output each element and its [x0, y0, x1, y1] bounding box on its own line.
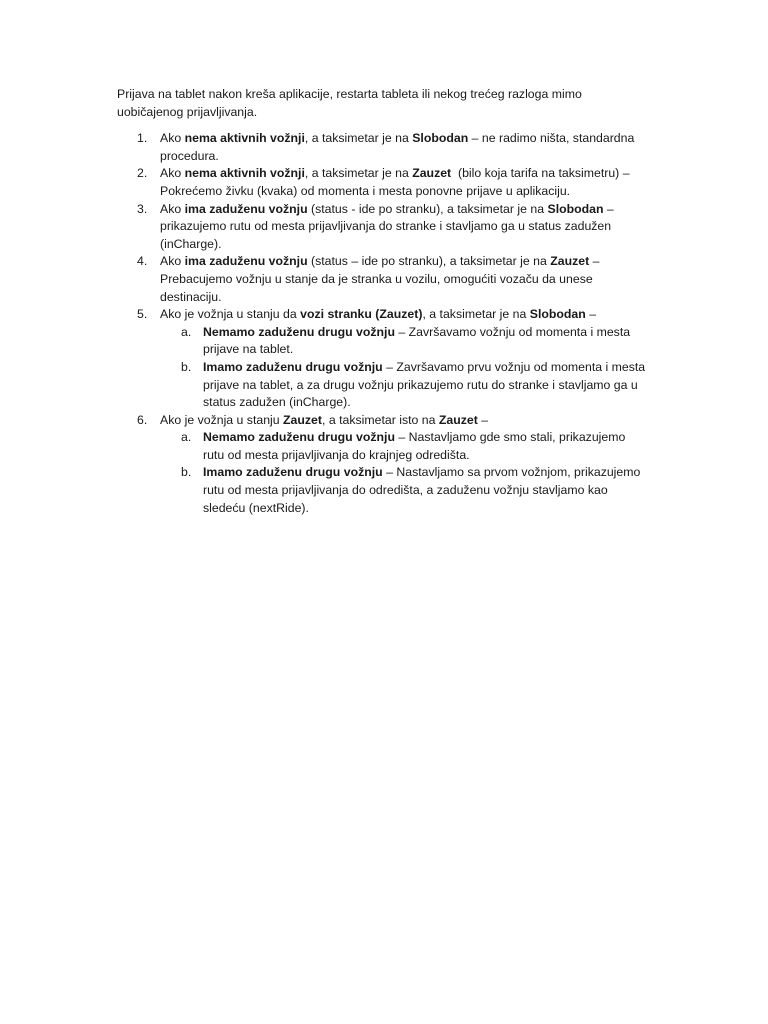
sub-list-item [160, 429, 649, 464]
list-number: 5. [137, 307, 148, 322]
list-item [117, 201, 649, 254]
item-text: Ako ima zaduženu vožnju (status – ide po stranku), a taksimetar je na Zauzet – Prebacujemo vožnju u stanje da je stranka u vozilu, omogućiti vozaču da unese destinaciju. [160, 254, 600, 304]
bold-term: Slobodan [547, 201, 604, 216]
bold-term: Slobodan [529, 307, 586, 322]
sub-item-text: – Završavamo vožnju od momenta i mesta prijave na tablet. [203, 324, 631, 357]
sub-list-item [160, 464, 649, 517]
sub-list-item [160, 324, 649, 359]
bold-term: Imamo zaduženu drugu vožnju [203, 359, 383, 374]
sub-item-text: – Završavamo prvu vožnju od momenta i mesta prijave na tablet, a za drugu vožnju prikazujemo rutu do stranke i stavljamo ga u status zadužen (inCharge). [203, 359, 646, 410]
list-number: 2. [137, 166, 148, 181]
list-number: 3. [137, 201, 148, 216]
bold-term: ima zaduženu vožnju [184, 201, 308, 216]
item-text: Ako nema aktivnih vožnji, a taksimetar je na Zauzet (bilo koja tarifa na taksimetru) – Pokrećemo živku (kvaka) od momenta i mesta ponovne prijave u aplikaciju. [160, 166, 633, 198]
list-number: 4. [137, 254, 148, 269]
sub-list-letter: b. [181, 465, 192, 480]
item-text: Ako nema aktivnih vožnji, a taksimetar je na Slobodan – ne radimo ništa, standardna procedura. [160, 131, 635, 163]
sub-item-text: – Nastavljamo gde smo stali, prikazujemo rutu od mesta prijavljivanja do krajnjeg odredišta. [203, 430, 626, 462]
sub-list-letter: a. [181, 324, 192, 339]
bold-term: Zauzet [438, 412, 478, 427]
bold-term: Nemamo zaduženu drugu vožnju [203, 324, 395, 339]
bold-term: Imamo zaduženu drugu vožnju [203, 465, 383, 480]
list-number: 6. [137, 412, 148, 427]
bold-term: Zauzet [412, 166, 452, 181]
bold-term: nema aktivnih vožnji [184, 131, 305, 146]
bold-term: Zauzet [550, 254, 590, 269]
bold-term: Zauzet [283, 412, 322, 427]
list-item [117, 165, 649, 200]
bold-term: Nemamo zaduženu drugu vožnju [203, 430, 395, 445]
list-item [117, 130, 649, 165]
list-item [117, 412, 649, 518]
sub-list-letter: a. [181, 430, 192, 445]
item-text: Ako je vožnja u stanju Zauzet, a taksimetar isto na Zauzet – [160, 412, 489, 427]
list-item [117, 306, 649, 412]
bold-term: nema aktivnih vožnji [184, 166, 305, 181]
item-text: Ako je vožnja u stanju da vozi stranku (Zauzet), a taksimetar je na Slobodan – [160, 307, 597, 322]
bold-term: ima zaduženu vožnju [184, 254, 308, 269]
bold-term: vozi stranku (Zauzet) [300, 307, 423, 322]
sub-list-letter: b. [181, 359, 192, 374]
sub-item-text: – Nastavljamo sa prvom vožnjom, prikazujemo rutu od mesta prijavljivanja do odredišta, a zaduženu vožnju stavljamo kao sledeću (nextRide). [203, 465, 641, 515]
list-item [117, 253, 649, 306]
sub-list-item [160, 359, 649, 412]
sub-list [160, 324, 649, 412]
bold-term: Slobodan [412, 131, 469, 146]
numbered-list [117, 130, 649, 517]
intro-paragraph: Prijava na tablet nakon kreša aplikacije, restarta tableta ili nekog trećeg razloga mimo uobičajenog prijavljivanja. [117, 87, 582, 119]
document-page [117, 86, 649, 517]
list-number: 1. [137, 131, 148, 146]
item-text: Ako ima zaduženu vožnju (status - ide po stranku), a taksimetar je na Slobodan – prikazujemo rutu od mesta prijavljivanja do stranke i stavljamo ga u status zadužen (inCharge). [160, 201, 614, 251]
sub-list [160, 429, 649, 517]
